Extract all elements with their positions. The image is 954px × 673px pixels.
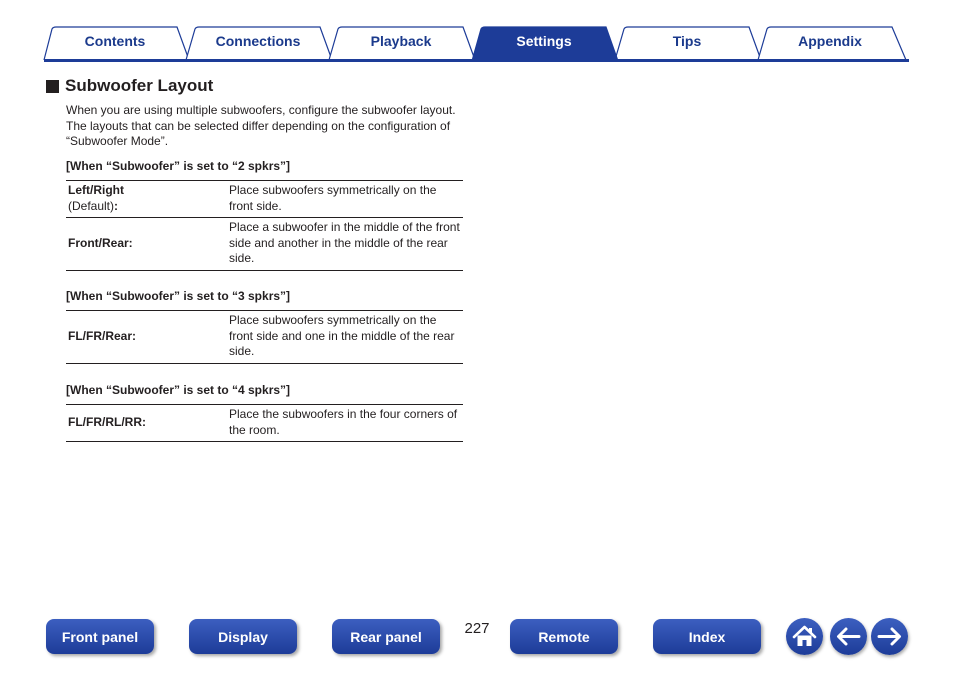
tab-playback[interactable]: Playback xyxy=(370,33,432,49)
condition-4-spkrs: [When “Subwoofer” is set to “4 spkrs”] xyxy=(66,383,291,397)
rear-panel-button[interactable]: Rear panel xyxy=(332,619,440,654)
condition-2-spkrs: [When “Subwoofer” is set to “2 spkrs”] xyxy=(66,159,291,173)
tab-bar xyxy=(0,0,954,64)
option-default-note: (Default) xyxy=(68,198,115,213)
option-key: Front/Rear: xyxy=(66,218,225,271)
option-key: FL/FR/Rear: xyxy=(66,311,225,364)
display-button[interactable]: Display xyxy=(189,619,297,654)
tab-appendix[interactable]: Appendix xyxy=(798,33,862,49)
square-bullet-icon xyxy=(46,80,59,93)
tab-shapes xyxy=(0,0,954,64)
option-desc: Place subwoofers symmetrically on the front side. xyxy=(225,181,463,218)
option-desc: Place the subwoofers in the four corners of the room. xyxy=(225,405,463,442)
section-title-text: Subwoofer Layout xyxy=(65,76,214,95)
back-arrow-icon[interactable] xyxy=(830,618,867,655)
tab-connections[interactable]: Connections xyxy=(215,33,301,49)
table-row xyxy=(66,311,463,364)
option-desc: Place subwoofers symmetrically on the front side and one in the middle of the rear side. xyxy=(225,311,463,364)
tab-settings[interactable]: Settings xyxy=(516,33,572,49)
front-panel-button[interactable]: Front panel xyxy=(46,619,154,654)
options-table-2-spkrs xyxy=(66,180,463,271)
table-row xyxy=(66,181,463,218)
options-table-4-spkrs xyxy=(66,404,463,442)
table-row xyxy=(66,218,463,271)
condition-3-spkrs: [When “Subwoofer” is set to “3 spkrs”] xyxy=(66,289,291,303)
index-button[interactable]: Index xyxy=(653,619,761,654)
table-row xyxy=(66,405,463,442)
forward-arrow-icon[interactable] xyxy=(871,618,908,655)
tab-tips[interactable]: Tips xyxy=(672,33,702,49)
section-title xyxy=(46,76,213,96)
remote-button[interactable]: Remote xyxy=(510,619,618,654)
option-key: FL/FR/RL/RR: xyxy=(66,405,225,442)
option-key-label: Left/Right xyxy=(68,183,124,197)
option-key: Left/Right (Default): xyxy=(66,181,225,218)
tab-contents[interactable]: Contents xyxy=(84,33,146,49)
option-desc: Place a subwoofer in the middle of the front side and another in the middle of the rear side. xyxy=(225,218,463,271)
options-table-3-spkrs xyxy=(66,310,463,364)
home-icon[interactable] xyxy=(786,618,823,655)
page-number: 227 xyxy=(464,620,490,637)
intro-paragraph: When you are using multiple subwoofers, configure the subwoofer layout. The layouts that can be selected differ depending on the configuration of “Subwoofer Mode”. xyxy=(66,103,456,148)
